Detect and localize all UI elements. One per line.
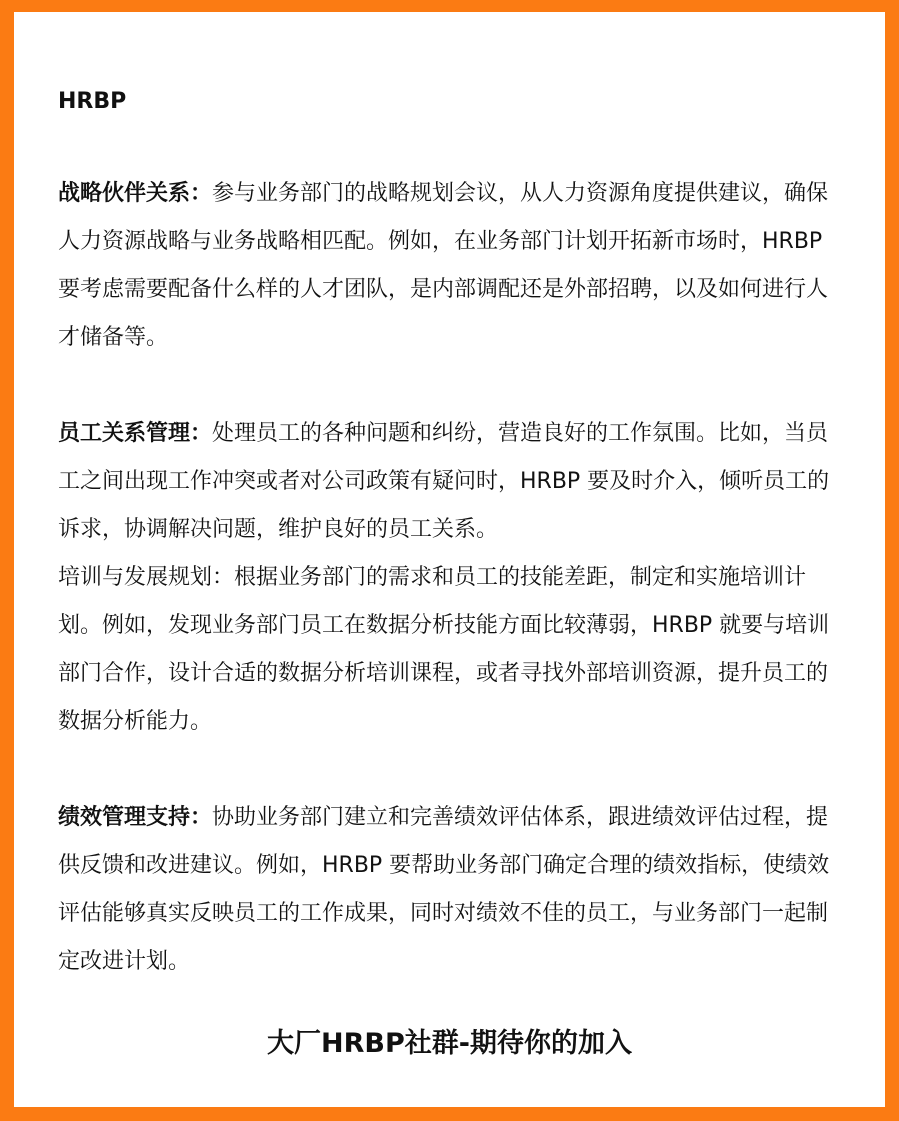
- footer-slogan: 大厂HRBP社群-期待你的加入: [267, 1028, 632, 1059]
- section-label: 绩效管理支持：: [58, 805, 213, 830]
- document-heading: HRBP: [58, 89, 127, 114]
- section-text: 参与业务部门的战略规划会议，从人力资源角度提供建议，确保人力资源战略与业务战略相匹配。例如，在业务部门计划开拓新市场时，HRBP 要考虑需要配备什么样的人才团队，是内部调配还是外部招聘，以及如何进行人才储备等。: [58, 181, 829, 350]
- section-employee-relations: [58, 410, 848, 554]
- section-text: 协助业务部门建立和完善绩效评估体系，跟进绩效评估过程，提供反馈和改进建议。例如，HRBP 要帮助业务部门确定合理的绩效指标，使绩效评估能够真实反映员工的工作成果，同时对绩效不佳的员工，与业务部门一起制定改进计划。: [58, 805, 830, 974]
- section-text: 培训与发展规划：根据业务部门的需求和员工的技能差距，制定和实施培训计划。例如，发现业务部门员工在数据分析技能方面比较薄弱，HRBP 就要与培训部门合作，设计合适的数据分析培训课程，或者寻找外部培训资源，提升员工的数据分析能力。: [58, 565, 830, 734]
- document-card: [14, 12, 885, 1107]
- section-label: 战略伙伴关系：: [58, 181, 213, 206]
- document-body: [58, 82, 848, 986]
- section-strategic-partnership: [58, 170, 848, 362]
- section-text: 处理员工的各种问题和纠纷，营造良好的工作氛围。比如，当员工之间出现工作冲突或者对公司政策有疑问时，HRBP 要及时介入，倾听员工的诉求，协调解决问题，维护良好的员工关系。: [58, 421, 830, 542]
- section-training-development: [58, 554, 848, 746]
- section-performance-management: [58, 794, 848, 986]
- section-label: 员工关系管理：: [58, 421, 213, 446]
